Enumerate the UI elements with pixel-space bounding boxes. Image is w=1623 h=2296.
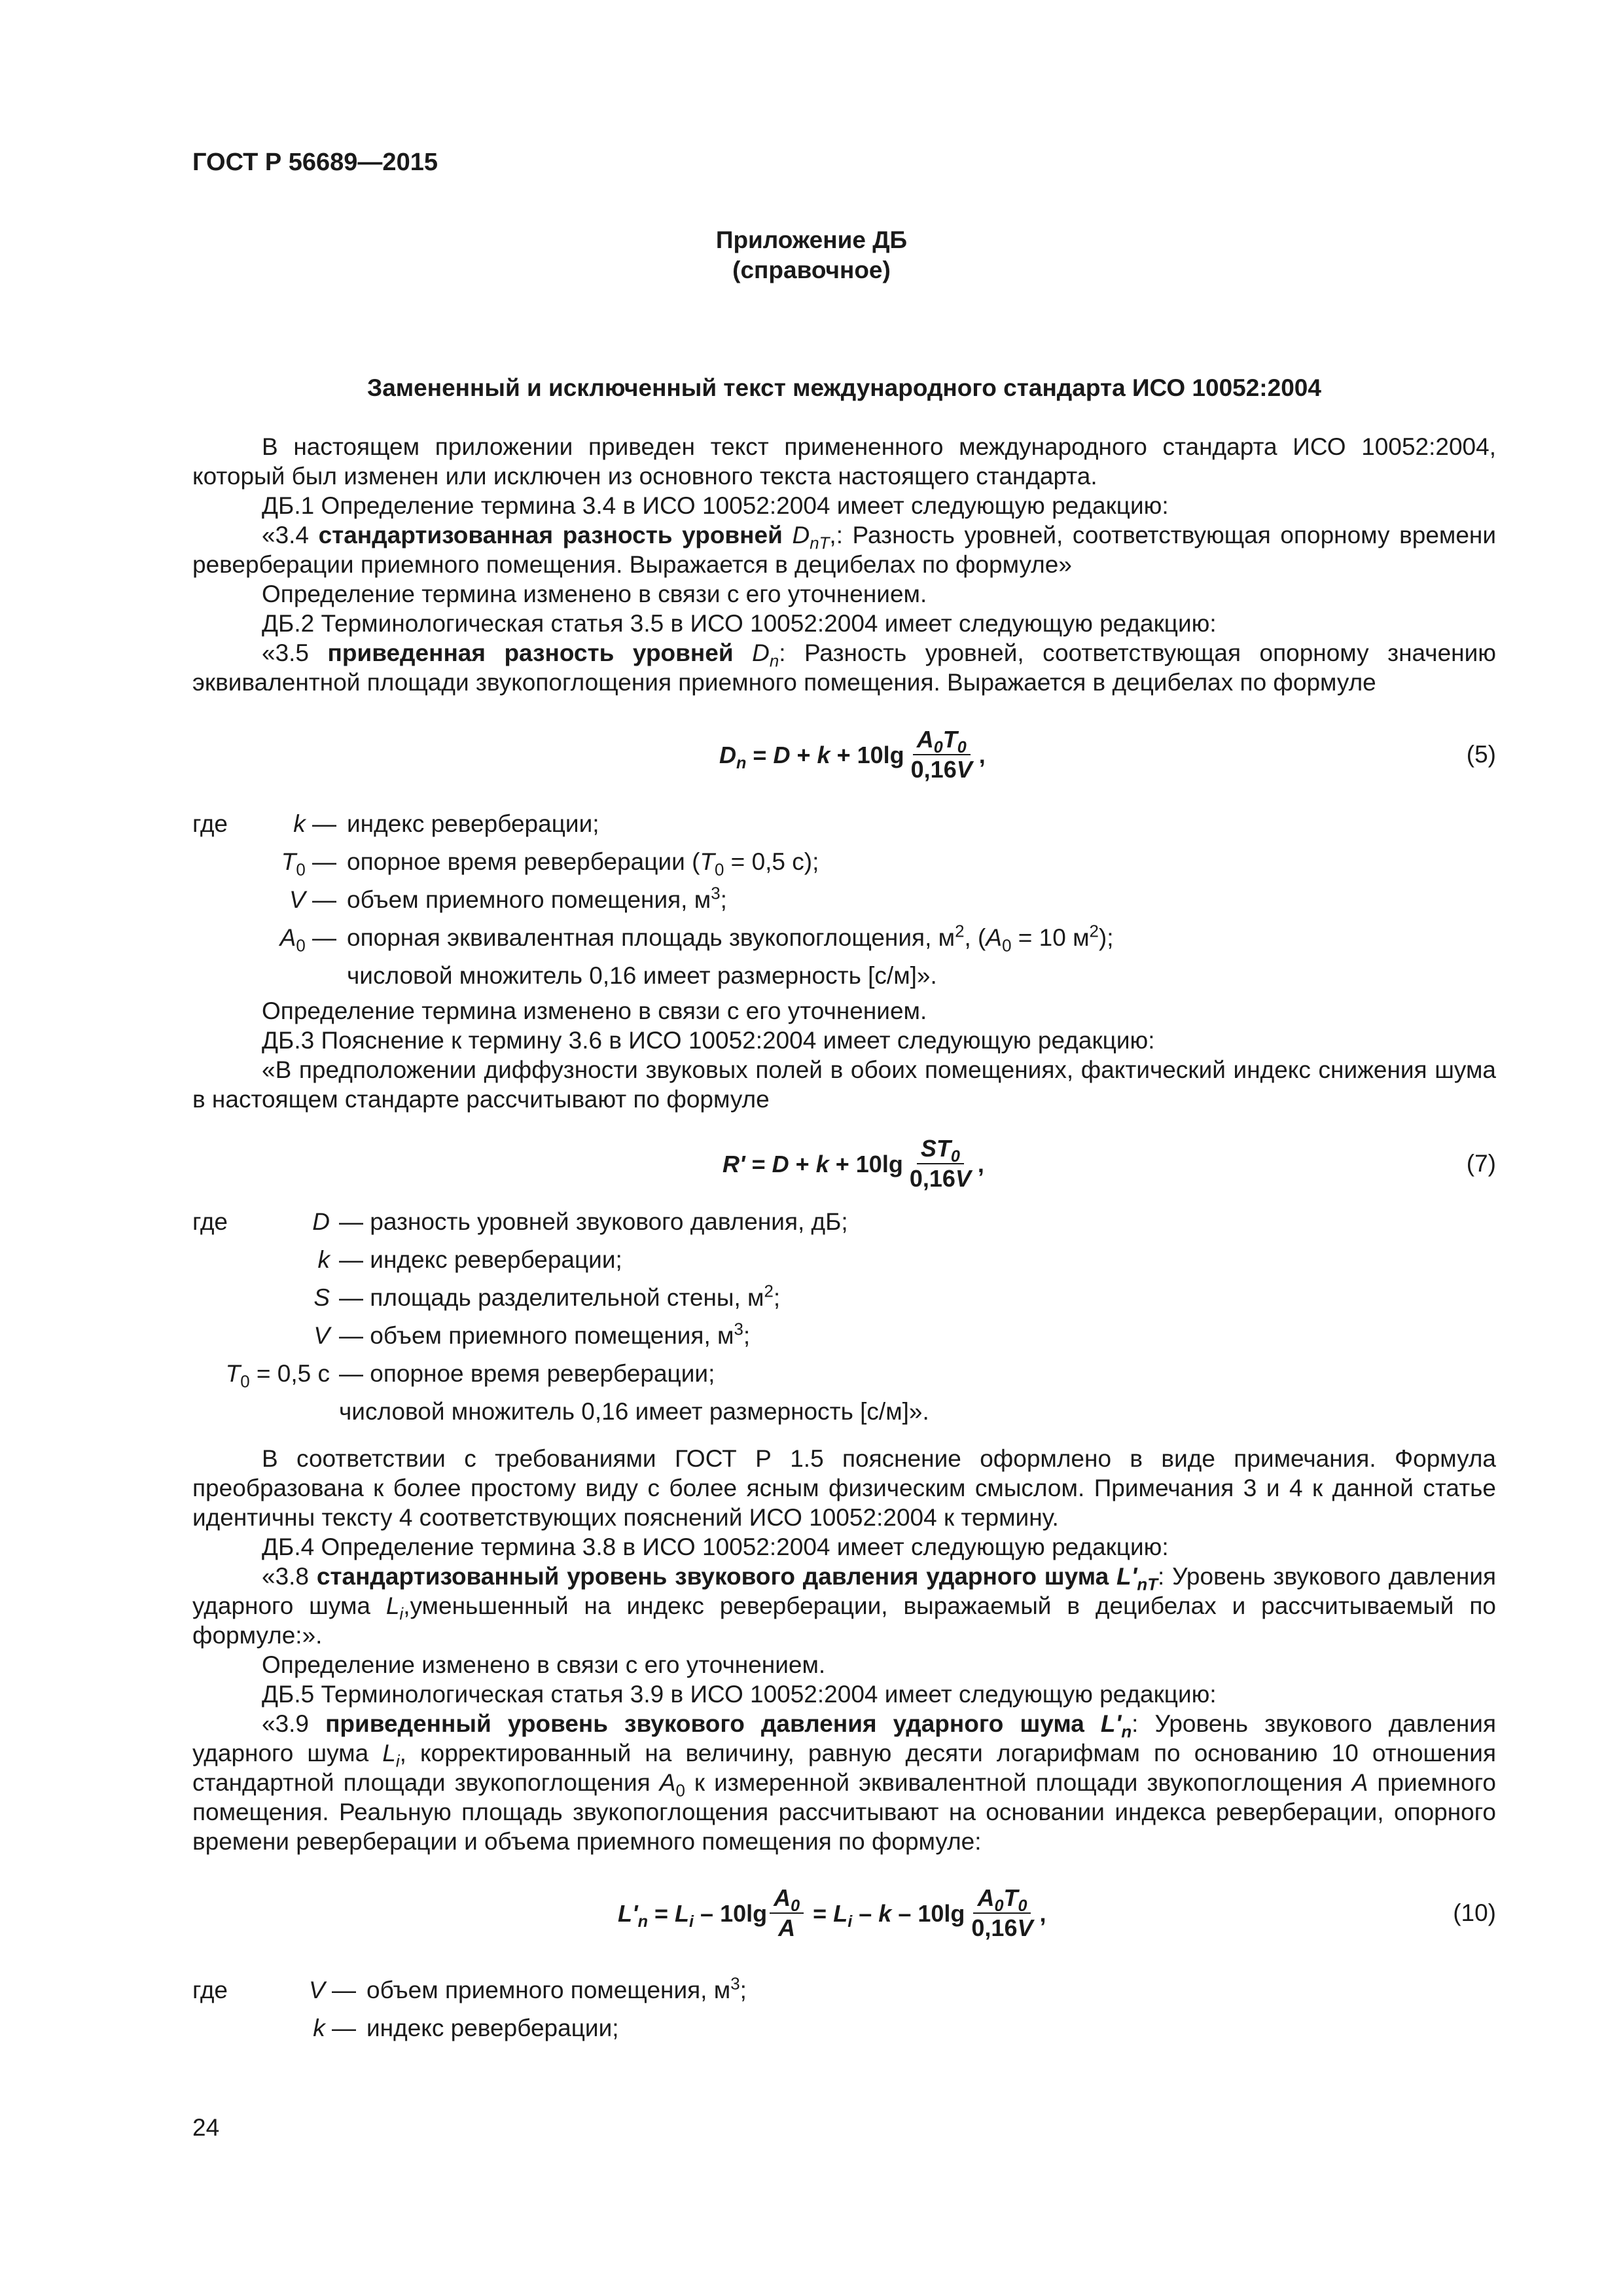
legend-symbol: S (313, 1284, 330, 1311)
legend-desc: — индекс реверберации; (339, 1246, 622, 1273)
legend-desc: индекс реверберации; (347, 810, 599, 837)
paragraph-term-3-8: «3.8 стандартизованный уровень звукового давления ударного шума $L'_{nT}$: Уровень звукового давления ударного шума $L_i,уменьшенный$ на индекс реверберации, выражаемый в децибелах и рассчитываемый по формуле:». (192, 1563, 1497, 1649)
document-code: ГОСТ Р 56689—2015 (192, 149, 438, 176)
formula-7 (192, 1136, 1496, 1201)
legend-desc: опорная эквивалентная площадь звукопоглощения, $м^2$, ($A_0 = 10$ $м^2$); (347, 922, 1114, 956)
legend-desc: числовой множитель 0,16 имеет размерность [с/м]». (347, 962, 937, 989)
legend-desc: объем приемного помещения, $м^3$; (366, 1975, 747, 2003)
legend-desc: — опорное время реверберации; (339, 1360, 715, 1387)
legend-row (192, 885, 1496, 923)
legend-symbol: D (312, 1208, 330, 1235)
legend-symbol: V — (309, 1977, 356, 2003)
formula-5-expression: $D_n$ = D + k + 10lg $\frac{A_0T_0}{0,16V}$ , (719, 726, 986, 783)
legend-row (192, 1359, 1496, 1397)
formula-7-expression: R' = D + k + 10lg $\frac{ST_0}{0,16V}$ , (722, 1135, 984, 1192)
legend-row (192, 923, 1496, 961)
legend-symbol: k (317, 1246, 330, 1273)
where-label: где (192, 810, 228, 837)
paragraph-note-1: Определение термина изменено в связи с его уточнением. (262, 581, 927, 607)
legend-row (192, 961, 1496, 999)
appendix-kind: (справочное) (732, 257, 891, 283)
paragraph-intro: В настоящем приложении приведен текст примененного международного стандарта ИСО 10052:2004, который был изменен или исключен из основного текста настоящего стандарта. (192, 433, 1496, 490)
formula-7-number: (7) (1466, 1150, 1496, 1177)
paragraph-db1: ДБ.1 Определение термина 3.4 в ИСО 10052:2004 имеет следующую редакцию: (262, 492, 1169, 519)
legend-row (192, 847, 1496, 885)
text-block-3 (192, 1444, 1496, 1856)
legend-symbol: V (313, 1322, 330, 1349)
legend-symbol: $T_0$ — (281, 848, 336, 880)
paragraph-db5: ДБ.5 Терминологическая статья 3.9 в ИСО 10052:2004 имеет следующую редакцию: (262, 1681, 1217, 1708)
paragraph-term-3-6: «В предположении диффузности звуковых полей в обоих помещениях, фактический индекс снижения шума в настоящем стандарте рассчитывают по формуле (192, 1056, 1496, 1113)
paragraph-note-2: Определение термина изменено в связи с его уточнением. (262, 997, 927, 1024)
legend-row (192, 1397, 1496, 1435)
formula-10-number: (10) (1453, 1899, 1496, 1926)
legend-formula-5 (192, 809, 1496, 999)
legend-symbol: k — (293, 810, 336, 837)
legend-desc: объем приемного помещения, $м^3$; (347, 884, 727, 913)
formula-5-number: (5) (1466, 741, 1496, 768)
paragraph-db2: ДБ.2 Терминологическая статья 3.5 в ИСО 10052:2004 имеет следующую редакцию: (262, 610, 1217, 637)
text-block-2 (192, 996, 1496, 1114)
paragraph-note-3: Определение изменено в связи с его уточнением. (262, 1651, 826, 1678)
legend-row (192, 809, 1496, 847)
legend-formula-7 (192, 1207, 1496, 1435)
appendix-heading (0, 225, 1623, 285)
legend-desc: опорное время реверберации ($T_0 = 0,5$ с); (347, 848, 819, 880)
section-title: Замененный и исключенный текст международного стандарта ИСО 10052:2004 (367, 374, 1321, 401)
text-block-1 (192, 432, 1496, 697)
legend-row (192, 1975, 1496, 2013)
paragraph-db4: ДБ.4 Определение термина 3.8 в ИСО 10052:2004 имеет следующую редакцию: (262, 1534, 1169, 1560)
legend-desc: — площадь разделительной стены, $м^2$; (339, 1282, 781, 1311)
legend-row (192, 1283, 1496, 1321)
page-number: 24 (192, 2114, 220, 2141)
where-label: где (192, 1208, 228, 1235)
legend-row (192, 1207, 1496, 1245)
formula-10 (192, 1885, 1496, 1950)
paragraph-term-3-9: «3.9 приведенный уровень звукового давления ударного шума $L'_n$: Уровень звукового давления ударного шума $L_i$, корректированный на величину, равную десяти логарифмам по основанию 10 отношения стандартной площади звукопоглощения $A_0$ к измеренной эквивалентной площади звукопоглощения A приемного помещения. Реальную площадь звукопоглощения рассчитывают на основании индекса реверберации, опорного времени реверберации и объема приемного помещения по формуле: (192, 1710, 1496, 1855)
formula-10-expression: $L'_n$ = $L_i$ – 10lg $\frac{A_0}{A}$ = $L_i$ – k – 10lg $\frac{A_0T_0}{0,16V}$ , (618, 1884, 1046, 1941)
legend-symbol: V — (289, 886, 336, 913)
paragraph-gost-note: В соответствии с требованиями ГОСТ Р 1.5 пояснение оформлено в виде примечания. Формула преобразована к более простому виду с более ясным физическим смыслом. Примечания 3 и 4 к данной статье идентичны тексту 4 соответствующих пояснений ИСО 10052:2004 к термину. (192, 1445, 1496, 1531)
legend-desc: — разность уровней звукового давления, дБ; (339, 1208, 848, 1235)
legend-desc: числовой множитель 0,16 имеет размерность [с/м]». (339, 1398, 929, 1425)
legend-symbol: k — (313, 2015, 356, 2041)
legend-formula-10 (192, 1975, 1496, 2051)
formula-5 (192, 726, 1496, 792)
paragraph-term-3-4: «3.4 стандартизованная разность уровней $D_{nT}$,: Разность уровней, соответствующая опорному времени реверберации приемного помещения. Выражается в децибелах по формуле» (192, 522, 1497, 578)
legend-row (192, 1245, 1496, 1283)
legend-symbol: $A_0$ — (279, 924, 336, 956)
where-label: где (192, 1977, 228, 2003)
legend-row (192, 1321, 1496, 1359)
legend-symbol: $T_0 = 0,5$ с (225, 1360, 330, 1391)
legend-desc: — объем приемного помещения, $м^3$; (339, 1320, 751, 1349)
paragraph-term-3-5: «3.5 приведенная разность уровней $D_n$: Разность уровней, соответствующая опорному значению эквивалентной площади звукопоглощения приемного помещения. Выражается в децибелах по формуле (192, 639, 1497, 696)
legend-row (192, 2013, 1496, 2051)
appendix-title: Приложение ДБ (715, 226, 908, 253)
paragraph-db3: ДБ.3 Пояснение к термину 3.6 в ИСО 10052:2004 имеет следующую редакцию: (262, 1027, 1155, 1054)
legend-desc: индекс реверберации; (366, 2015, 619, 2041)
